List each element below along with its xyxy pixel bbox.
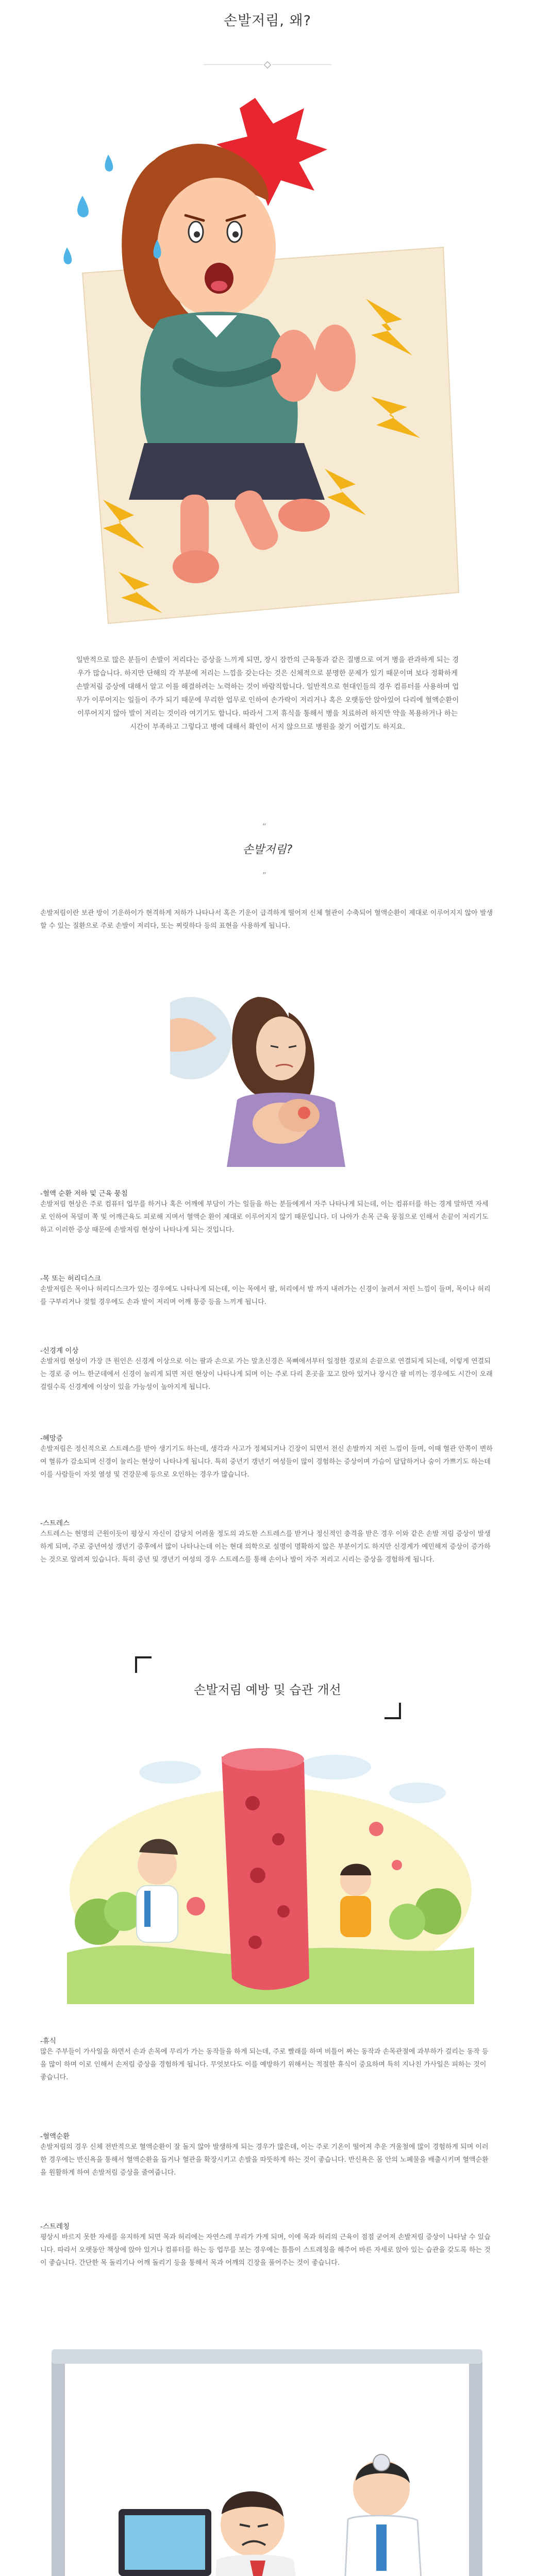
- prevention-title: 손발저림 예방 및 습관 개선: [194, 1683, 341, 1697]
- prevention-item-heading: -혈액순환: [40, 2132, 70, 2141]
- cause-item-2: [40, 1273, 494, 1309]
- cause-item-text: 손발저림은 정신적으로 스트레스를 받아 생기기도 하는데, 생각과 사고가 정체되거나 긴장이 되면서 전신 손발까지 저린 느낌이 들며, 이때 혈관 안쪽이 변하여 혈류가 감소되며 신경이 눌리는 현상이 나타나게 됩니다. 특히 중년기 갱년기 여성들이 많이 경험하는 증상이며 가슴이 답답하거나 숨이 가쁘기도 하는데 이를 사람들이 자칫 열성 및 건강문제 등으로 오인하는 경우가 많습니다.: [40, 1445, 493, 1479]
- cause-item-4: [40, 1432, 494, 1481]
- numb-woman-illustration: [46, 77, 490, 634]
- cause-title: 손발저림?: [242, 843, 293, 856]
- cause-item-text: 스트레스는 현명의 근원이듯이 평상시 자신이 감당치 어려울 정도의 과도한 스트레스를 받거나 정신적인 충격을 받은 경우 이와 같은 손발 저림 증상이 발생하게 되며, 주로 중년여성 갱년기 증후에서 많이 나타나는데 이는 현대 의학으로 설명이 명확하지 않은 부분이기도 하지만 신경계가 예민해져 증상이 증가하는 것으로 알려져 있습니다. 특히 중년 및 갱년기 여성의 경우 스트레스를 통해 손이나 발이 자주 저리고 시리는 증상을 경험하게 됩니다.: [40, 1530, 491, 1564]
- prevention-item-1: [40, 2035, 494, 2084]
- cause-item-3: [40, 1345, 494, 1394]
- hand-numb-illustration: [170, 992, 366, 1167]
- cause-item-heading: -스트레스: [40, 1519, 70, 1528]
- cause-item-text: 손발저림 현상은 주로 컴퓨터 업무를 하거나 혹은 어깨에 부담이 가는 일들을 하는 분들에게서 자주 나타나게 되는데, 이는 컴퓨터를 하는 경계 말하면 자세로 인하여 목덜미 쪽 및 어깨근육도 피로해 지며서 혈액순 환이 제대로 이루어지지 않기 때문입니다. 더 나아가 손목 근육 뭉침으로 인해서 손끝이 저리기도 하고 이러한 증상 때문에 손발저림 현상이 나타나게 되는 것입니다.: [40, 1200, 489, 1234]
- diamond-icon: [264, 61, 271, 69]
- cause-item-heading: -혜망증: [40, 1434, 63, 1443]
- intro-title: 손발저림, 왜?: [224, 13, 311, 29]
- cause-item-1: [40, 1188, 494, 1236]
- prevention-item-text: 평상시 바르지 못한 자세를 유지하게 되면 목과 허리에는 자연스레 무리가 가게 되며, 이에 목과 허리의 근육이 점점 굳어져 손발저림 증상이 나타날 수 있습니다. 따라서 오랫동안 책상에 앉아 있거나 컴퓨터를 하는 등 업무를 보는 경우에는 틈틈이 스트레칭을 해주어 바른 자세로 앉아 있는 습관을 갖도록 하는 것이 좋습니다. 간단한 목 돌리기나 어깨 돌리기 등을 통해서 목과 어깨의 긴장을 풀어주는 것이 좋습니다.: [40, 2233, 491, 2267]
- cause-item-heading: -신경계 이상: [40, 1347, 79, 1355]
- prevention-item-2: [40, 2130, 494, 2179]
- prevention-item-text: 많은 주부들이 가사일을 하면서 손과 손목에 무리가 가는 동작들을 하게 되는데, 주로 빨래를 하며 비틀어 짜는 동작과 손목관절에 과부하가 걸리는 동작 등을 많이 하며 이로 인해서 손저림 증상을 경험하게 됩니다. 무엇보다도 이를 예방하기 위해서는 적절한 휴식이 중요하며 특히 지나친 가사일은 피하는 것이 좋습니다.: [40, 2048, 489, 2081]
- quote-open-icon: “: [262, 822, 268, 831]
- intro-paragraph: 일반적으로 많은 분들이 손발이 저리다는 증상을 느끼게 되면, 장시 잠깐의 근육통과 같은 질병으로 여겨 병을 관과하게 되는 경우가 많습니다. 하지만 단해의 각 부분에 저리는 느낌을 갖는다는 것은 신체적으로 분명한 문제가 있기 때문이며 보다 정확하게 손발저림 증상에 대해서 알고 이를 해결하려는 노력하는 것이 바람직합니다. 일반적으로 현대인들의 경우 컴퓨터를 사용하며 업무가 이루어지는 일들이 주가 되기 때문에 무리한 업무로 인하여 손가락이 저리거나 혹은 오랫동안 앉아있어 다리에 혈액순환이 이루어지지 않아 발이 저리는 것이라 여기기도 합니다. 따라서 그저 휴식을 통해서 병을 치료하려 하지만 약을 복용하거나 하는 시간이 부족하고 그렇다고 병에 대해서 확인이 서지 않으므로 병원을 찾기 어렵기도 하지요.: [76, 656, 459, 731]
- intro-divider-right: [272, 64, 331, 65]
- prevention-item-heading: -휴식: [40, 2037, 56, 2045]
- intro-divider-left: [204, 64, 263, 65]
- prevention-item-heading: -스트레칭: [40, 2223, 70, 2231]
- cause-intro: 손발저림이란 보관 방이 기운하이가 현격하게 저하가 나타나서 혹은 기운이 급격하게 떨어져 신체 혈관이 수축되어 혈액순환이 제대로 이루어지지 않아 발생할 수 있는 질환으로 주로 손발이 저리다, 또는 찌릿하다 등의 표현을 사용하게 됩니다.: [40, 909, 493, 930]
- cause-item-heading: -혈액 순환 저하 및 근육 뭉침: [40, 1190, 128, 1198]
- bracket-top-left-icon: [135, 1656, 152, 1673]
- office-worker-illustration: [46, 2318, 490, 2576]
- blood-vessel-illustration: [67, 1736, 474, 2004]
- quote-close-icon: ”: [262, 871, 268, 880]
- prevention-item-3: [40, 2221, 494, 2269]
- cause-item-5: [40, 1517, 494, 1566]
- cause-item-text: 손발저림은 목이나 허리디스크가 있는 경우에도 나타나게 되는데, 이는 목에서 팔, 허리에서 발 까지 내려가는 신경이 눌려서 저린 느낌이 들며, 목이나 허리를 구부리거나 젖힐 경우에도 손과 발이 저리며 어깨 통증 등을 느끼게 됩니다.: [40, 1285, 491, 1306]
- cause-item-text: 손발저림 현상이 가장 큰 원인은 신경계 이상으로 이는 팔과 손으로 가는 말초신경은 목뼈에서부터 일정한 경로의 손끝으로 연결되게 되는데, 이렇게 연결되는 경로 중 어느 한군데에서 신경이 눌리게 되면 저린 현상이 나타나게 되며 이는 주로 다리 혼곳을 꼬고 앉아 있거나 장시간 팔 비끼는 경우에도 시간이 오래 걸릴수록 신경계에 이상이 있을 가능성이 높아지게 됩니다.: [40, 1358, 493, 1391]
- prevention-item-text: 손발저림의 경우 신체 전반적으로 혈액순환이 잘 돌지 않아 발생하게 되는 경우가 많은데, 이는 주로 기온이 떨어져 추운 겨울철에 많이 경험하게 되며 이러한 경우에는 반신욕을 통해서 혈액순환을 돕거나 혈관을 확장시키고 손발을 따뜻하게 하는 것이 좋습니다. 반신욕은 몸 안의 노폐물을 배출시키며 혈액순환을 원활하게 하여 손발저림 증상을 줄여줍니다.: [40, 2143, 489, 2177]
- bracket-bottom-right-icon: [384, 1703, 401, 1719]
- cause-item-heading: -목 또는 허리디스크: [40, 1275, 101, 1283]
